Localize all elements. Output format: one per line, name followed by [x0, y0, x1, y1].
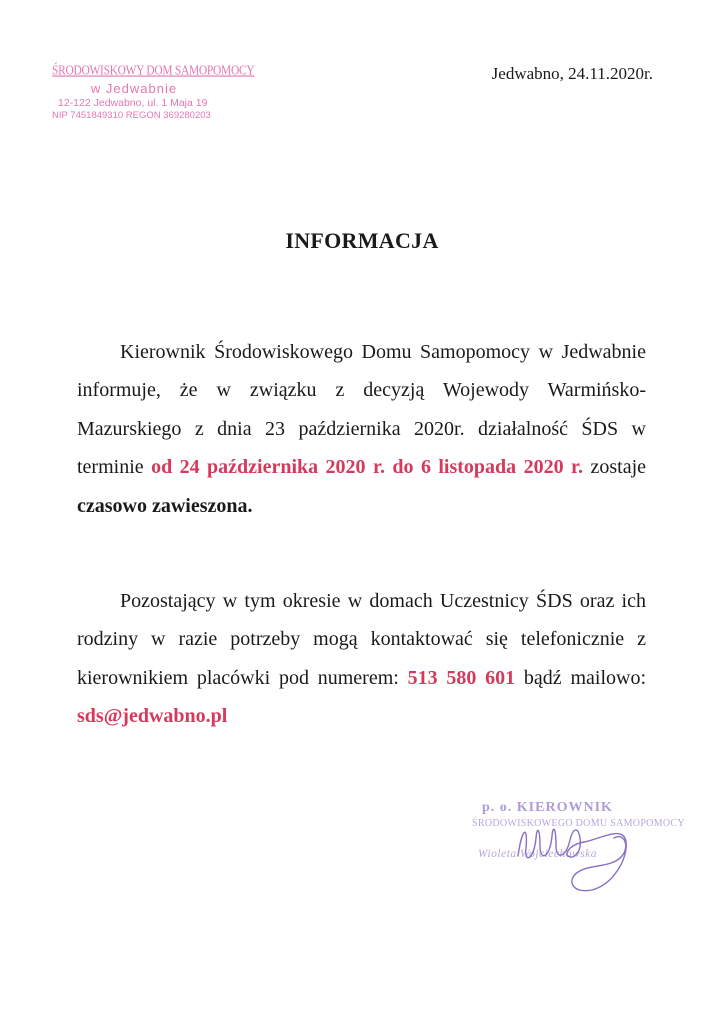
document-date: Jedwabno, 24.11.2020r. [491, 64, 653, 83]
paragraph-suspension-notice [77, 333, 646, 525]
stamp-institution-name: ŚRODOWISKOWY DOM SAMOPOMOCY [52, 63, 255, 78]
institution-stamp [52, 63, 255, 121]
signature-stamp [472, 798, 685, 898]
paragraph1-text-continued: zostaje [583, 456, 647, 479]
paragraph2-text: Pozostający w tym okresie w domach Uczestnicy ŚDS oraz ich rodziny w razie potrzeby mogą kontaktować się telefonicznie z kierownikiem placówki pod numerem: [77, 590, 646, 689]
signature-name: Wioleta Wojciechowska [478, 848, 597, 860]
contact-email[interactable]: sds@jedwabno.pl [77, 705, 228, 728]
handwritten-signature [474, 798, 654, 898]
suspension-status: czasowo zawieszona. [77, 494, 253, 517]
paragraph1-text: Kierownik Środowiskowego Domu Samopomocy w Jedwabnie informuje, że w związku z decyzją Wojewody Warmińsko-Mazurskiego z dnia 23 października 2020r. działalność ŚDS w terminie [77, 341, 646, 479]
stamp-address: 12-122 Jedwabno, ul. 1 Maja 19 [58, 96, 208, 109]
contact-phone[interactable]: 513 580 601 [407, 666, 516, 689]
stamp-tax-ids: NIP 7451849310 REGON 369280203 [52, 110, 211, 121]
suspension-period: od 24 października 2020 r. do 6 listopada 2020 r. [151, 456, 584, 479]
paragraph-contact-info [77, 582, 646, 736]
signature-institution: ŚRODOWISKOWEGO DOMU SAMOPOMOCY [472, 818, 685, 829]
stamp-location: w Jedwabnie [90, 80, 178, 96]
document-title: INFORMACJA [285, 228, 439, 253]
paragraph2-text-continued: bądź mailowo: [515, 666, 647, 689]
signature-title: p. o. KIEROWNIK [482, 800, 613, 815]
